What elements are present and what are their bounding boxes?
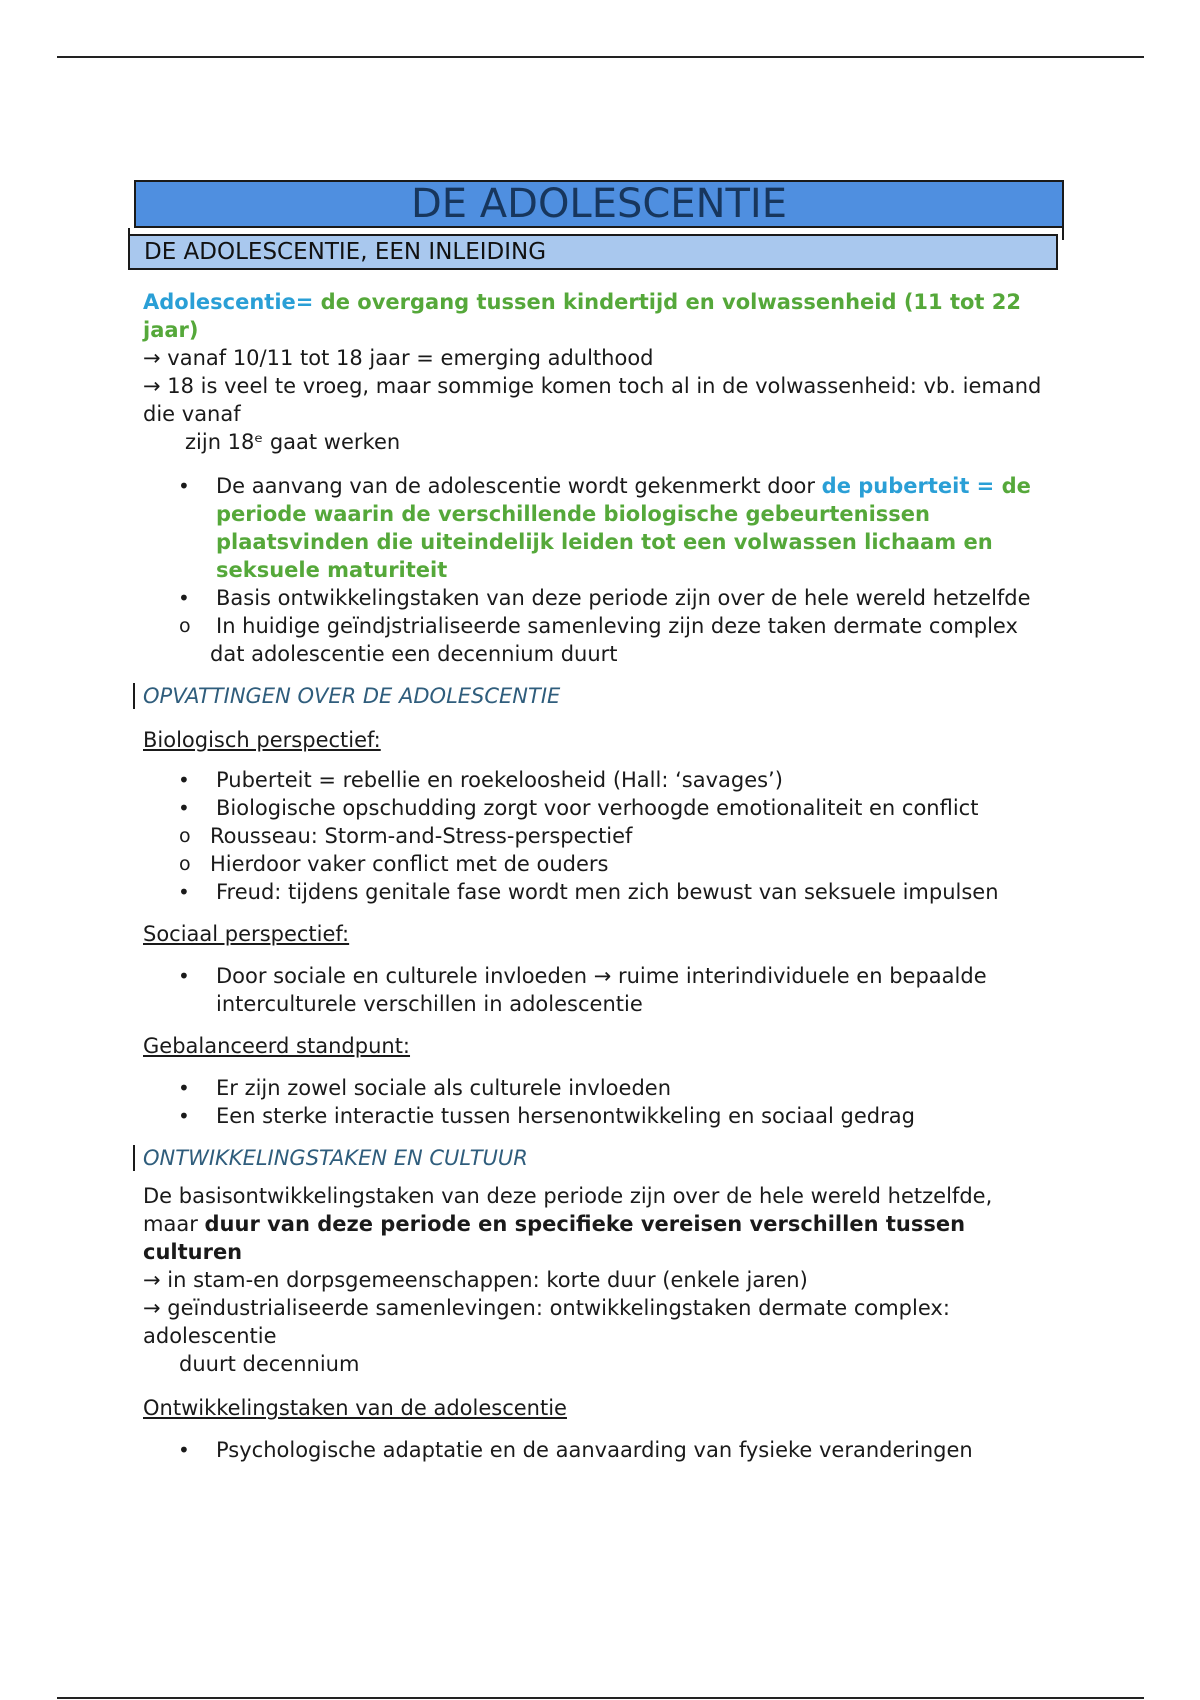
bullet-list	[143, 1074, 1043, 1130]
list-item	[143, 584, 1043, 668]
subsection-title: Ontwikkelingstaken van de adolescentie	[143, 1396, 567, 1420]
bullet-text: Biologische opschudding zorgt voor verhoogde emotionaliteit en conflict	[216, 796, 979, 820]
section-heading: ONTWIKKELINGSTAKEN EN CULTUUR	[143, 1144, 1043, 1172]
sub-list-item	[143, 612, 1043, 668]
document-title: DE ADOLESCENTIE	[134, 180, 1064, 228]
bullet-list	[143, 1436, 1043, 1464]
body-paragraph	[143, 1182, 1043, 1266]
intro-line: zijn 18ᵉ gaat werken	[185, 430, 401, 454]
intro-line: → vanaf 10/11 tot 18 jaar = emerging adulthood	[143, 346, 654, 370]
body-line: duurt decennium	[179, 1352, 360, 1376]
list-item	[143, 472, 1043, 584]
title-frame-tick	[1062, 218, 1064, 240]
list-item	[143, 794, 1043, 878]
body-line: → geïndustrialiseerde samenlevingen: ontwikkelingstaken dermate complex: adolescentie	[143, 1296, 950, 1348]
subsection-title: Gebalanceerd standpunt:	[143, 1034, 411, 1058]
definition-term: Adolescentie=	[143, 290, 314, 314]
bullet-list	[143, 962, 1043, 1018]
header-rule	[57, 56, 1144, 58]
intro-line: → 18 is veel te vroeg, maar sommige komen toch al in de volwassenheid: vb. iemand die vanaf	[143, 374, 1042, 426]
definition-paragraph	[143, 288, 1043, 344]
sub-bullet-text: In huidige geïndjstrialiseerde samenleving zijn deze taken dermate complex dat adolescentie een decennium duurt	[210, 614, 1018, 666]
list-item: • Een sterke interactie tussen hersenontwikkeling en sociaal gedrag	[143, 1102, 1043, 1130]
list-item: • Psychologische adaptatie en de aanvaarding van fysieke veranderingen	[143, 1436, 1043, 1464]
puberty-term: de puberteit =	[821, 474, 995, 498]
subsection-title: Sociaal perspectief:	[143, 922, 350, 946]
list-item: • Puberteit = rebellie en roekeloosheid (Hall: ‘savages’)	[143, 766, 1043, 794]
definition-text: de overgang tussen kindertijd en volwassenheid (11 tot 22 jaar)	[143, 290, 1021, 342]
document-body	[143, 288, 1043, 1464]
bullet-list	[143, 766, 1043, 906]
list-item: • Er zijn zowel sociale als culturele invloeden	[143, 1074, 1043, 1102]
bullet-text: Basis ontwikkelingstaken van deze periode zijn over de hele wereld hetzelfde	[216, 586, 1031, 610]
paragraph-text: De basisontwikkelingstaken van deze periode zijn over de hele wereld hetzelfde, maar	[143, 1184, 993, 1236]
subsection-title: Biologisch perspectief:	[143, 728, 381, 752]
paragraph-bold: duur van deze periode en specifieke vereisen verschillen tussen culturen	[143, 1212, 966, 1264]
sub-list-item: o Hierdoor vaker conflict met de ouders	[143, 850, 1043, 878]
section-heading: OPVATTINGEN OVER DE ADOLESCENTIE	[143, 682, 1043, 710]
bullet-text: De aanvang van de adolescentie wordt gekenmerkt door	[216, 474, 822, 498]
intro-bullet-list	[143, 472, 1043, 668]
puberty-definition: de periode waarin de verschillende biologische gebeurtenissen plaatsvinden die uiteindelijk leiden tot een volwassen lichaam en seksuele maturiteit	[216, 474, 1031, 582]
list-item: • Door sociale en culturele invloeden → ruime interindividuele en bepaalde interculturele verschillen in adolescentie	[143, 962, 1043, 1018]
section-subtitle: DE ADOLESCENTIE, EEN INLEIDING	[128, 234, 1058, 270]
footer-rule	[57, 1697, 1144, 1699]
list-item: • Freud: tijdens genitale fase wordt men zich bewust van seksuele impulsen	[143, 878, 1043, 906]
body-line: → in stam-en dorpsgemeenschappen: korte duur (enkele jaren)	[143, 1268, 808, 1292]
sub-list-item: o Rousseau: Storm-and-Stress-perspectief	[143, 822, 1043, 850]
